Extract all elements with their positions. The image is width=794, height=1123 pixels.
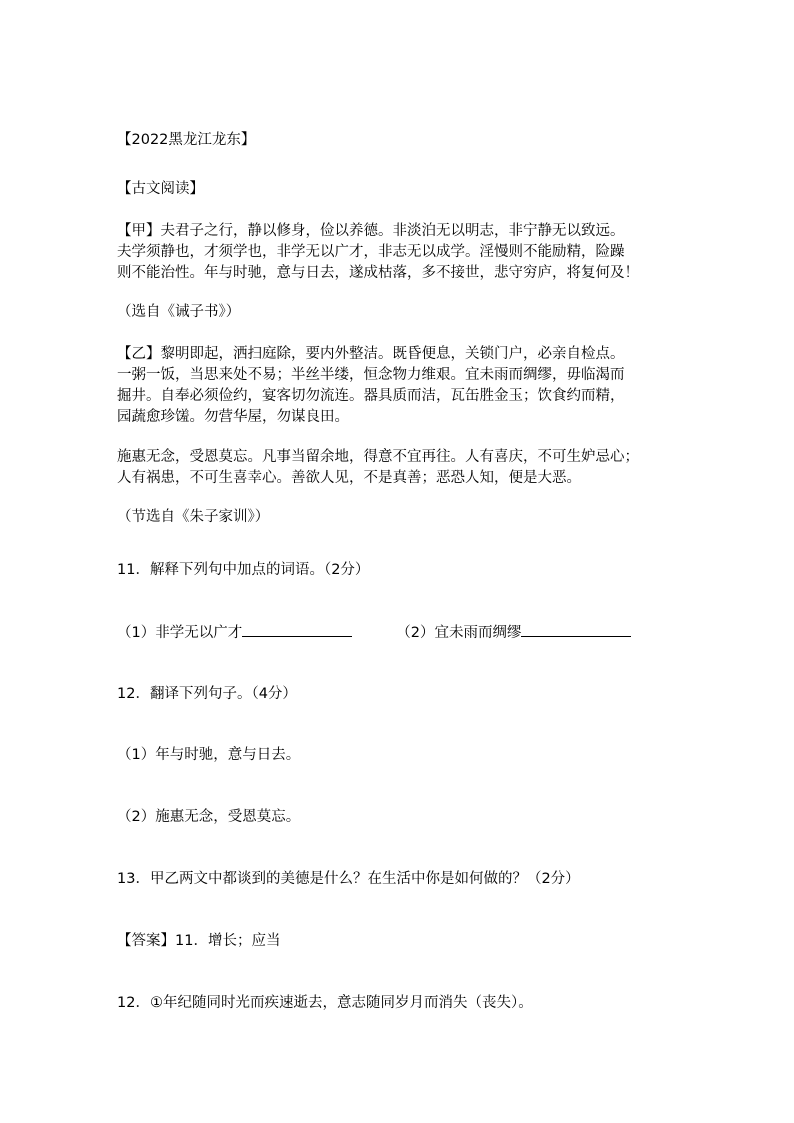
document-header: 【2022黑龙江龙东】 (117, 132, 256, 148)
passage-b-source: （节选自《朱子家训》） (117, 509, 270, 525)
passage-a-source: （选自《诫子书》） (117, 304, 241, 320)
passage-b-line-4: 园蔬愈珍馐。勿营华屋，勿谋良田。 (117, 409, 349, 425)
section-title: 【古文阅读】 (117, 181, 204, 197)
passage-a-line-1: 【甲】夫君子之行，静以修身，俭以养德。非淡泊无以明志，非宁静无以致远。 (117, 223, 625, 239)
question-11-items (117, 622, 692, 644)
passage-a-line-2: 夫学须静也，才须学也，非学无以广才，非志无以成学。淫慢则不能励精，险躁 (117, 244, 625, 260)
question-11-1: （1）非学无以广才 (117, 625, 243, 641)
passage-b-line-2: 一粥一饭，当思来处不易；半丝半缕，恒念物力维艰。宜未雨而绸缪，毋临渴而 (117, 367, 625, 383)
question-12: 12．翻译下列句子。（4分） (117, 686, 297, 702)
question-11-2: （2）宜未雨而绸缪 (396, 625, 522, 641)
answer-11: 【答案】11．增长；应当 (117, 933, 281, 949)
question-12-2: （2）施惠无念，受恩莫忘。 (117, 809, 301, 825)
question-11: 11．解释下列句中加点的词语。（2分） (117, 562, 370, 578)
passage-b-line-1: 【乙】黎明即起，洒扫庭除，要内外整洁。既昏便息，关锁门户，必亲自检点。 (117, 346, 625, 362)
answer-blank-11-2[interactable] (521, 622, 631, 637)
answer-blank-11-1[interactable] (242, 622, 352, 637)
passage-b-line-5: 施惠无念，受恩莫忘。凡事当留余地，得意不宜再往。人有喜庆，不可生妒忌心； (117, 449, 639, 465)
passage-a-line-3: 则不能治性。年与时驰，意与日去，遂成枯落，多不接世，悲守穷庐，将复何及！ (117, 265, 639, 281)
passage-b-line-6: 人有祸患，不可生喜幸心。善欲人见，不是真善；恶恐人知，便是大恶。 (117, 470, 581, 486)
question-13: 13．甲乙两文中都谈到的美德是什么？在生活中你是如何做的？（2分） (117, 871, 580, 887)
passage-b-line-3: 掘井。自奉必须俭约，宴客切勿流连。器具质而洁，瓦缶胜金玉；饮食约而精， (117, 388, 625, 404)
question-12-1: （1）年与时驰，意与日去。 (117, 747, 301, 763)
answer-12: 12．①年纪随同时光而疾速逝去，意志随同岁月而消失（丧失）。 (117, 995, 533, 1011)
